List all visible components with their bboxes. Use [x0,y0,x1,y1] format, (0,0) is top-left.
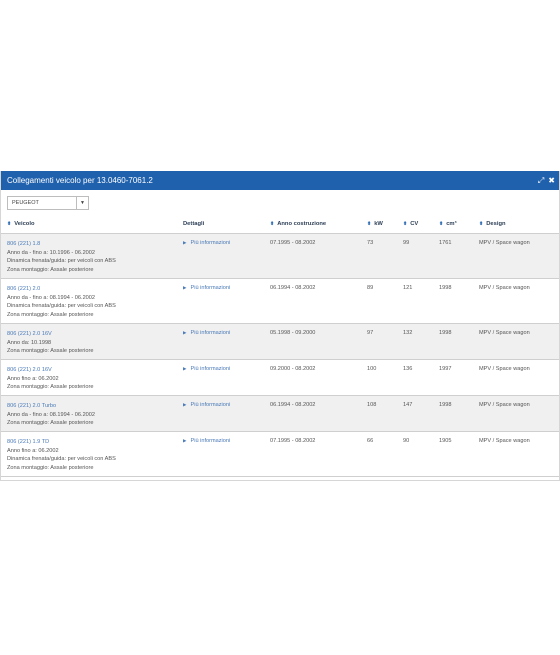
vehicle-table [1,215,559,477]
col-anno[interactable]: ⬍ Anno costruzione [270,215,367,234]
vehicle-link[interactable]: 806 (221) 2.0 16V [7,331,52,337]
table-row [1,432,559,477]
more-info-link[interactable] [183,438,230,444]
caret-right-icon: ▶ [183,438,187,443]
close-icon[interactable]: ✖ [548,175,555,185]
cm3-cell: 1998 [439,285,452,291]
filter-bar [1,190,559,215]
vehicle-detail-line: Zona montaggio: Assale posteriore [7,348,94,355]
vehicle-link[interactable]: 806 (221) 2.0 16V [7,367,52,373]
kw-cell: 100 [367,366,377,372]
more-info-label: Più informazioni [190,240,231,246]
vehicle-cell [1,279,183,324]
brand-select-value: PEUGEOT [12,200,39,206]
cv-cell: 132 [403,330,413,336]
caret-right-icon: ▶ [183,240,187,245]
sort-icon: ⬍ [367,221,372,227]
details-cell [183,360,270,396]
cv-cell: 90 [403,438,410,444]
caret-right-icon: ▶ [183,366,187,371]
kw-cell: 97 [367,330,374,336]
vehicle-cell [1,396,183,432]
table-header-row [1,215,559,234]
col-veicolo[interactable]: ⬍ Veicolo [1,215,183,234]
table-row [1,396,559,432]
cv-cell: 136 [403,366,413,372]
vehicle-links-dialog [0,171,560,481]
years-cell: 06.1994 - 08.2002 [270,402,316,408]
vehicle-detail-line: Zona montaggio: Assale posteriore [7,311,94,318]
dialog-controls [538,177,555,185]
sort-icon: ⬍ [270,221,275,227]
dialog-title: Collegamenti veicolo per 13.0460-7061.2 [7,176,153,185]
chevron-down-icon[interactable]: ▼ [76,197,88,209]
vehicle-cell [1,234,183,279]
details-cell [183,324,270,360]
brand-select[interactable] [7,196,89,210]
design-cell: MPV / Space wagon [479,366,530,372]
more-info-label: Più informazioni [190,438,231,444]
vehicle-detail-line: Dinamica frenata/guida: per veicoli con ABS [7,258,116,265]
design-cell: MPV / Space wagon [479,330,530,336]
cm3-cell: 1997 [439,366,452,372]
vehicle-detail-line: Dinamica frenata/guida: per veicoli con ABS [7,456,116,463]
vehicle-detail-line: Zona montaggio: Assale posteriore [7,266,94,273]
vehicle-cell [1,360,183,396]
vehicle-cell [1,432,183,477]
kw-cell: 108 [367,402,377,408]
vehicle-detail-line: Anno fino a: 06.2002 [7,447,59,454]
more-info-label: Più informazioni [190,330,231,336]
design-cell: MPV / Space wagon [479,438,530,444]
kw-cell: 66 [367,438,374,444]
sort-icon: ⬍ [479,221,484,227]
kw-cell: 89 [367,285,374,291]
col-cm3[interactable]: ⬍ cm³ [439,215,479,234]
vehicle-link[interactable]: 806 (221) 1.9 TD [7,439,50,445]
cm3-cell: 1905 [439,438,452,444]
cv-cell: 99 [403,240,410,246]
design-cell: MPV / Space wagon [479,402,530,408]
years-cell: 05.1998 - 09.2000 [270,330,316,336]
design-cell: MPV / Space wagon [479,240,530,246]
table-row [1,234,559,279]
vehicle-detail-line: Anno da - fino a: 08.1994 - 06.2002 [7,294,96,301]
years-cell: 07.1995 - 08.2002 [270,438,316,444]
dialog-titlebar [1,171,559,190]
vehicle-detail-line: Anno da - fino a: 08.1994 - 06.2002 [7,411,96,418]
vehicle-cell [1,324,183,360]
cm3-cell: 1998 [439,402,452,408]
cm3-cell: 1998 [439,330,452,336]
years-cell: 09.2000 - 08.2002 [270,366,316,372]
details-cell [183,396,270,432]
more-info-label: Più informazioni [190,366,231,372]
vehicle-detail-line: Anno da - fino a: 10.1996 - 06.2002 [7,249,96,256]
expand-icon[interactable]: ⤢ [537,175,545,185]
vehicle-link[interactable]: 806 (221) 1.8 [7,241,41,247]
more-info-link[interactable] [183,366,230,372]
cv-cell: 121 [403,285,413,291]
vehicle-detail-line: Anno fino a: 06.2002 [7,375,59,382]
more-info-link[interactable] [183,402,230,408]
col-dettagli: Dettagli [183,215,270,234]
more-info-label: Più informazioni [190,402,231,408]
more-info-label: Più informazioni [190,285,231,291]
kw-cell: 73 [367,240,374,246]
details-cell [183,234,270,279]
caret-right-icon: ▶ [183,330,187,335]
vehicle-link[interactable]: 806 (221) 2.0 [7,286,41,292]
vehicle-detail-line: Zona montaggio: Assale posteriore [7,384,94,391]
years-cell: 07.1995 - 08.2002 [270,240,316,246]
design-cell: MPV / Space wagon [479,285,530,291]
details-cell [183,279,270,324]
table-row [1,324,559,360]
cv-cell: 147 [403,402,413,408]
vehicle-link[interactable]: 806 (221) 2.0 Turbo [7,403,57,409]
vehicle-detail-line: Zona montaggio: Assale posteriore [7,420,94,427]
more-info-link[interactable] [183,240,230,246]
sort-icon: ⬍ [439,221,444,227]
more-info-link[interactable] [183,285,230,291]
vehicle-detail-line: Anno da: 10.1998 [7,339,52,346]
col-kw[interactable]: ⬍ kW [367,215,403,234]
vehicle-detail-line: Zona montaggio: Assale posteriore [7,464,94,471]
table-row [1,279,559,324]
caret-right-icon: ▶ [183,285,187,290]
col-cv[interactable]: ⬍ CV [403,215,439,234]
details-cell [183,432,270,477]
cm3-cell: 1761 [439,240,452,246]
more-info-link[interactable] [183,330,230,336]
sort-icon: ⬍ [403,221,408,227]
table-row [1,360,559,396]
col-design[interactable]: ⬍ Design [479,215,559,234]
vehicle-detail-line: Dinamica frenata/guida: per veicoli con ABS [7,303,116,310]
caret-right-icon: ▶ [183,402,187,407]
sort-icon: ⬍ [7,221,12,227]
years-cell: 06.1994 - 08.2002 [270,285,316,291]
